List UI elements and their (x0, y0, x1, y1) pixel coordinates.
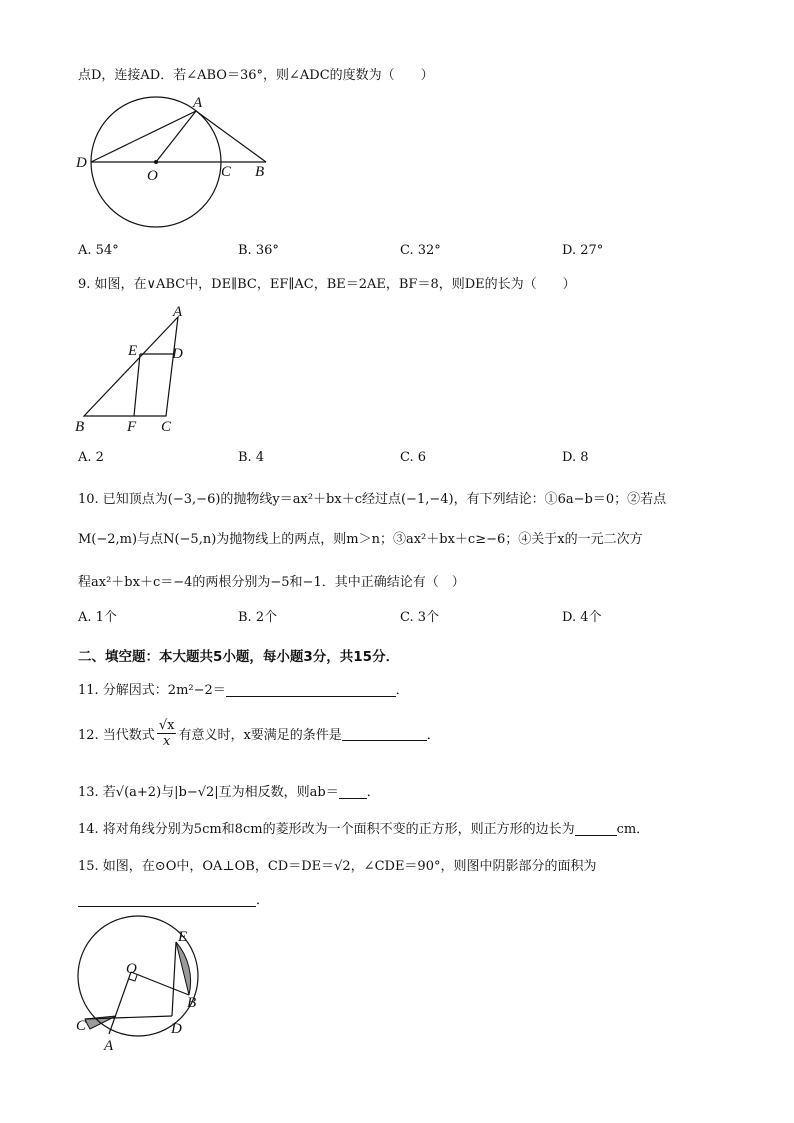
q9-label-B: B (75, 419, 85, 435)
q10-option-b[interactable]: B. 2个 (238, 610, 278, 625)
q12-pre: 12. 当代数式 (78, 728, 155, 743)
q15-text: 15. 如图，在⊙O中，OA⊥OB，CD＝DE＝√2，∠CDE＝90°，则图中阴影部分的面积为 (78, 859, 597, 874)
q9-option-d[interactable]: D. 8 (562, 450, 589, 465)
q8-line-AO (156, 111, 196, 162)
q9-triangle-ABC (84, 317, 178, 416)
q13-end: ． (366, 785, 380, 800)
q12-end: ． (426, 728, 440, 743)
q8-option-a[interactable]: A. 54° (78, 243, 119, 258)
q12-denominator: x (162, 734, 171, 749)
q8-center-dot (154, 160, 158, 164)
q8-line-AB (196, 111, 266, 162)
q9-line-EF (134, 354, 140, 416)
q15-label-D: D (171, 1021, 182, 1037)
q12 (78, 718, 440, 749)
q12-answer-blank[interactable] (342, 726, 427, 741)
q11-end: ． (395, 683, 409, 698)
q9-label-D: D (172, 346, 183, 362)
q8-label-O: O (147, 168, 158, 184)
q8-option-c[interactable]: C. 32° (400, 243, 441, 258)
q8-line-AD (91, 111, 196, 162)
q12-post: 有意义时，x要满足的条件是 (178, 728, 342, 743)
q9-label-E: E (128, 343, 138, 359)
q10-option-d[interactable]: D. 4个 (562, 610, 602, 625)
q8-label-A: A (193, 95, 203, 111)
q15-label-E: E (178, 929, 188, 945)
q11 (78, 679, 409, 698)
q9-label-F: F (127, 419, 137, 435)
q9-option-b[interactable]: B. 4 (238, 450, 265, 465)
q15-label-C: C (76, 1018, 87, 1034)
q10-option-c[interactable]: C. 3个 (400, 610, 440, 625)
q14-answer-blank[interactable] (575, 821, 617, 836)
q10-line-2: M(−2,m)与点N(−5,n)为抛物线上的两点，则m＞n；③ax²＋bx＋c≥−6；④关于x的一元二次方 (78, 532, 643, 547)
q12-numerator: √x (158, 718, 175, 733)
q9-stem: 9. 如图，在∨ABC中，DE∥BC，EF∥AC，BE＝2AE，BF＝8，则DE的长为（ ） (78, 277, 576, 292)
q15-figure (72, 922, 212, 1052)
q9-figure (72, 303, 212, 433)
q11-answer-blank[interactable] (226, 682, 396, 697)
q11-text: 11. 分解因式：2m²−2＝ (78, 683, 226, 698)
q9-label-A: A (173, 304, 183, 320)
section-2-heading: 二、填空题：本大题共5小题，每小题3分，共15分． (78, 649, 400, 665)
q15-label-A: A (104, 1038, 114, 1054)
q10-line-3: 程ax²＋bx＋c＝−4的两根分别为−5和−1．其中正确结论有（ ） (78, 575, 465, 590)
q9-option-a[interactable]: A. 2 (78, 450, 104, 465)
q15-line-OB (131, 972, 189, 995)
q14 (78, 818, 649, 837)
q8-stem: 点D，连接AD．若∠ABO＝36°，则∠ADC的度数为（ ） (78, 68, 434, 83)
q15-line-DE (172, 942, 176, 1016)
q12-fraction (157, 718, 177, 749)
q15-label-O: O (126, 961, 137, 977)
q9-option-c[interactable]: C. 6 (400, 450, 427, 465)
q15-line-OA (109, 972, 131, 1034)
q8-label-C: C (221, 164, 232, 180)
q10-option-a[interactable]: A. 1个 (78, 610, 117, 625)
q9-label-C: C (161, 419, 172, 435)
q15-shade-right (176, 942, 191, 995)
q10-line-1: 10. 已知顶点为(−3,−6)的抛物线y＝ax²＋bx＋c经过点(−1,−4)，有下列结论：①6a−b＝0；②若点 (78, 492, 667, 507)
q15-answer-line (78, 889, 269, 908)
q8-option-d[interactable]: D. 27° (562, 243, 604, 258)
q13-text: 13. 若√(a+2)与|b−√2|互为相反数，则ab＝ (78, 785, 339, 800)
q8-label-D: D (76, 155, 87, 171)
q8-figure (70, 95, 270, 225)
q8-option-b[interactable]: B. 36° (238, 243, 279, 258)
q15-label-B: B (187, 995, 197, 1011)
q15-end: ． (256, 893, 270, 908)
q8-label-B: B (255, 164, 265, 180)
q13-answer-blank[interactable] (339, 784, 367, 799)
q14-text: 14. 将对角线分别为5cm和8cm的菱形改为一个面积不变的正方形，则正方形的边长为 (78, 822, 575, 837)
q14-end: cm． (616, 822, 650, 837)
q15-answer-blank[interactable] (78, 892, 256, 907)
q13 (78, 781, 380, 800)
